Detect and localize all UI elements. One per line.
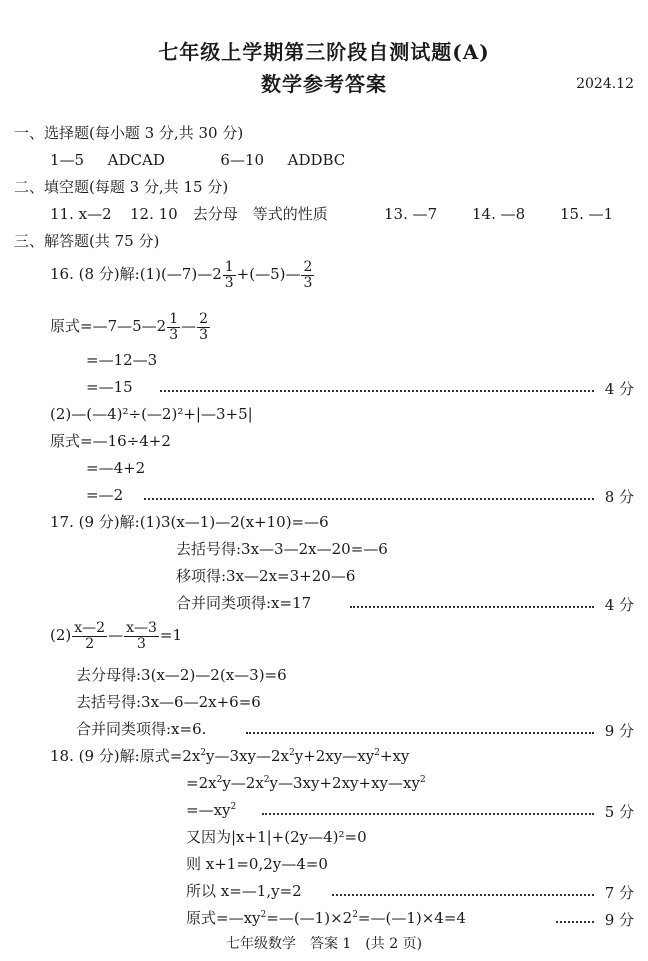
document-subtitle: 数学参考答案 — [261, 72, 387, 96]
q17-part2-equation: (2) $\frac{x—2}{2}$ — $\frac{x—3}{3}$ =1 — [50, 620, 182, 652]
answer-12: 12. 10 去分母 等式的性质 — [130, 205, 328, 223]
q18-line5: 则 x+1=0,2y—4=0 — [186, 855, 328, 873]
q17-score-2: 9 分 — [604, 722, 634, 740]
answer-11: 11. x—2 — [50, 205, 112, 223]
dotted-leader — [332, 894, 594, 896]
q17-part2-step2: 去括号得:3x—6—2x+6=6 — [76, 693, 261, 711]
dotted-leader — [144, 498, 594, 500]
mixed-fraction: $\frac{1}{3}$ — [169, 311, 179, 343]
q16-part1-expression: 16. (8 分)解:(1)(—7)—2 $\frac{1}{3}$ +(—5)— $\frac{2}{3}$ — [50, 259, 313, 291]
q17-part2-step3: 合并同类项得:x=6. — [76, 720, 207, 738]
dotted-leader — [556, 921, 594, 923]
fraction: $\frac{x—2}{2}$ — [74, 620, 106, 652]
q18-line2: $=2x^2y—2x^2y—3xy+2xy+xy—xy^2$ — [186, 774, 426, 792]
document-date: 2024.12 — [576, 76, 634, 92]
q16-part2-step3: =—2 — [86, 486, 124, 504]
q17-step2: 移项得:3x—2x=3+20—6 — [176, 567, 356, 585]
dotted-leader — [262, 813, 594, 815]
q16-step2: =—12—3 — [86, 351, 158, 369]
dotted-leader — [350, 606, 594, 608]
section3-heading: 三、解答题(共 75 分) — [14, 232, 160, 250]
document-title: 七年级上学期第三阶段自测试题(A) — [158, 40, 490, 64]
answer-13: 13. —7 — [384, 205, 438, 223]
q16-step1: 原式=—7—5—2 $\frac{1}{3}$ — $\frac{2}{3}$ — [50, 311, 209, 343]
q16-step3: =—15 — [86, 378, 133, 396]
answers-6-10: ADDBC — [287, 151, 346, 169]
q16-part2-expression: (2)—(—4)²÷(—2)²+|—3+5| — [50, 405, 253, 423]
range-6-10: 6—10 — [220, 151, 265, 169]
q17-score-1: 4 分 — [604, 596, 634, 614]
fraction: $\frac{x—3}{3}$ — [126, 620, 157, 652]
q16-score-2: 8 分 — [604, 488, 634, 506]
dotted-leader — [246, 732, 594, 734]
q16-part2-step2: =—4+2 — [86, 459, 146, 477]
mixed-fraction: $\frac{1}{3}$ — [224, 259, 234, 291]
dotted-leader — [160, 390, 594, 392]
q18-score-3: 9 分 — [604, 911, 634, 929]
answers-1-5: ADCAD — [107, 151, 165, 169]
section1-heading: 一、选择题(每小题 3 分,共 30 分) — [14, 124, 244, 142]
q16-part2-step1: 原式=—16÷4+2 — [50, 432, 171, 450]
answer-14: 14. —8 — [472, 205, 526, 223]
q18-line3: $=—xy^2$ — [186, 801, 237, 819]
q17-part2-step1: 去分母得:3(x—2)—2(x—3)=6 — [76, 666, 287, 684]
q17-part1-equation: 17. (9 分)解:(1)3(x—1)—2(x+10)=—6 — [50, 513, 329, 531]
q16-score-1: 4 分 — [604, 380, 634, 398]
q18-line7: 原式$=—xy^2=—(—1)\times 2^2=—(—1)\times 4=4$ — [186, 909, 466, 927]
range-1-5: 1—5 — [50, 151, 85, 169]
section2-heading: 二、填空题(每题 3 分,共 15 分) — [14, 178, 229, 196]
q18-score-1: 5 分 — [604, 803, 634, 821]
fraction: $\frac{2}{3}$ — [303, 259, 313, 291]
page-footer: 七年级数学 答案 1 (共 2 页) — [225, 936, 423, 952]
q18-score-2: 7 分 — [604, 884, 634, 902]
answer-15: 15. —1 — [560, 205, 614, 223]
section1-answers — [50, 151, 345, 169]
q18-line1: 18. (9 分)解:原式$=2x^2y—3xy—2x^2y+2xy—xy^2+xy$ — [50, 747, 410, 765]
q18-line4: 又因为|x+1|+(2y—4)²=0 — [186, 828, 367, 846]
fraction: $\frac{2}{3}$ — [199, 311, 209, 343]
q18-line6: 所以 x=—1,y=2 — [186, 882, 302, 900]
q17-step3: 合并同类项得:x=17 — [176, 594, 312, 612]
q17-step1: 去括号得:3x—3—2x—20=—6 — [176, 540, 388, 558]
